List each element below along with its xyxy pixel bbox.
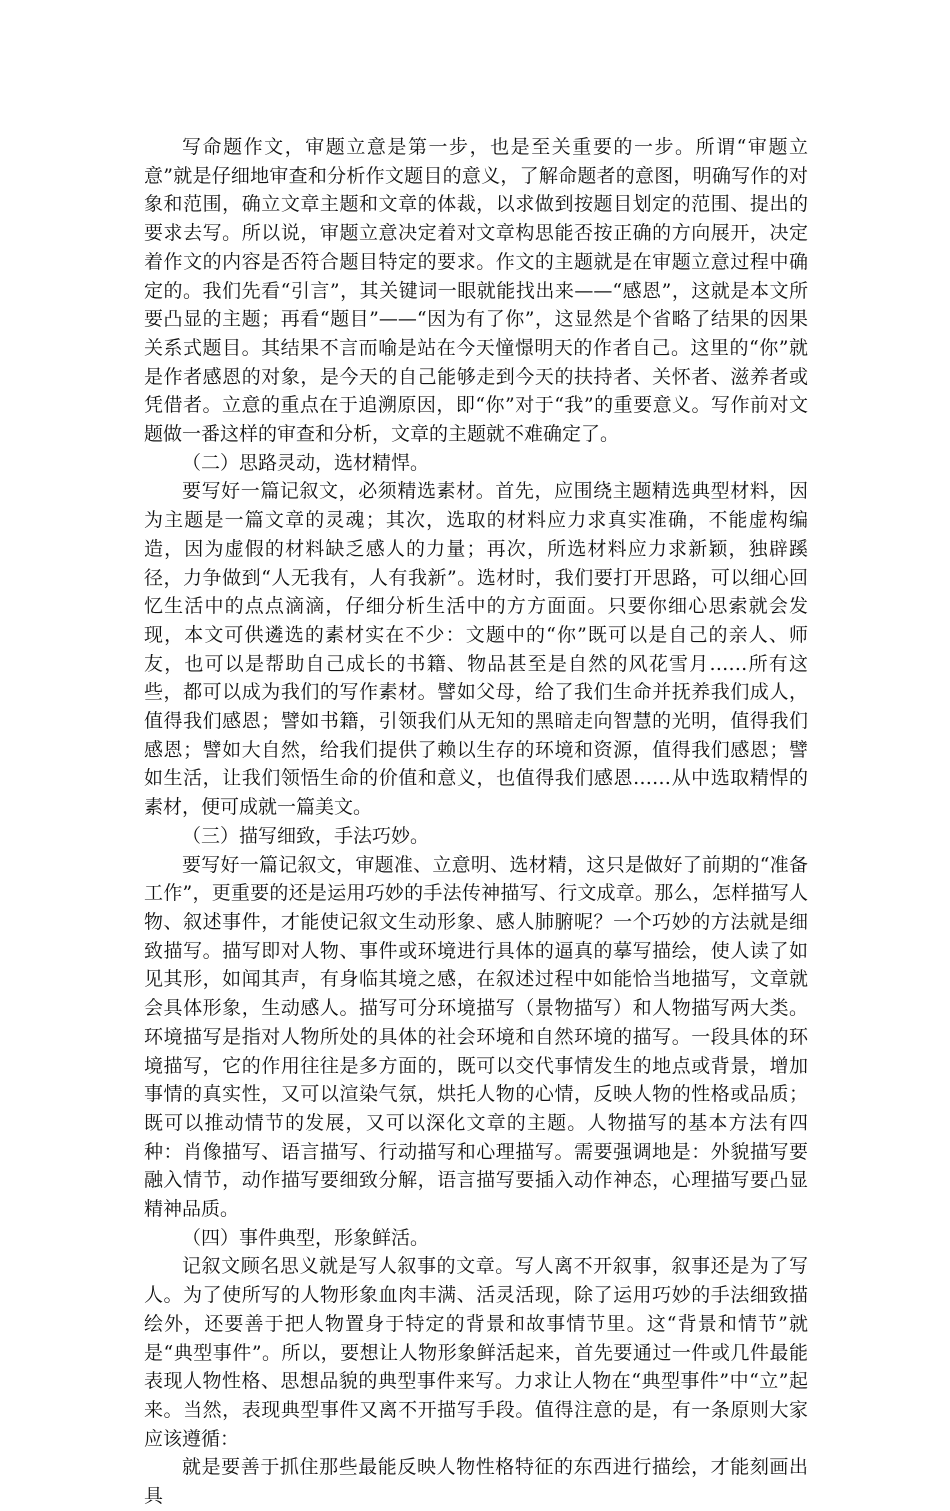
document-page — [144, 133, 808, 1511]
paragraph-description: 要写好一篇记叙文，审题准、立意明、选材精，这只是做好了前期的“准备工作”，更重要的还是运用巧妙的手法传神描写、行文成章。那么，怎样描写人物、叙述事件，才能使记叙文生动形象、感人肺腑呢？一个巧妙的方法就是细致描写。描写即对人物、事件或环境进行具体的逼真的摹写描绘，使人读了如见其形，如闻其声，有身临其境之感，在叙述过程中如能恰当地描写，文章就会具体形象，生动感人。描写可分环境描写（景物描写）和人物描写两大类。环境描写是指对人物所处的具体的社会环境和自然环境的描写。一段具体的环境描写，它的作用往往是多方面的，既可以交代事情发生的地点或背景，增加事情的真实性，又可以渲染气氛，烘托人物的心情，反映人物的性格或品质；既可以推动情节的发展，又可以深化文章的主题。人物描写的基本方法有四种：肖像描写、语言描写、行动描写和心理描写。需要强调地是：外貌描写要融入情节，动作描写要细致分解，语言描写要插入动作神态，心理描写要凸显精神品质。 — [144, 853, 808, 1221]
section-heading-2: （二）思路灵动，选材精悍。 — [182, 451, 430, 474]
paragraph-material-selection: 要写好一篇记叙文，必须精选素材。首先，应围绕主题精选典型材料，因为主题是一篇文章的灵魂；其次，选取的材料应力求真实准确，不能虚构编造，因为虚假的材料缺乏感人的力量；再次，所选材料应力求新颖，独辟蹊径，力争做到“人无我有，人有我新”。选材时，我们要打开思路，可以细心回忆生活中的点点滴滴，仔细分析生活中的方方面面。只要你细心思索就会发现，本文可供遴选的素材实在不少：文题中的“你”既可以是自己的亲人、师友，也可以是帮助自己成长的书籍、物品甚至是自然的风花雪月……所有这些，都可以成为我们的写作素材。譬如父母，给了我们生命并抚养我们成人，值得我们感恩；譬如书籍，引领我们从无知的黑暗走向智慧的光明，值得我们感恩；譬如大自然，给我们提供了赖以生存的环境和资源，值得我们感恩；譬如生活，让我们领悟生命的价值和意义，也值得我们感恩……从中选取精悍的素材，便可成就一篇美文。 — [144, 480, 808, 819]
section-heading-3: （三）描写细致，手法巧妙。 — [182, 824, 430, 847]
paragraph-typical-events: 记叙文顾名思义就是写人叙事的文章。写人离不开叙事，叙事还是为了写人。为了使所写的人物形象血肉丰满、活灵活现，除了运用巧妙的手法细致描绘外，还要善于把人物置身于特定的背景和故事情节里。这“背景和情节”就是“典型事件”。所以，要想让人物形象鲜活起来，首先要通过一件或几件最能表现人物性格、思想品貌的典型事件来写。力求让人物在“典型事件”中“立”起来。当然，表现典型事件又离不开描写手段。值得注意的是，有一条原则大家应该遵循： — [144, 1255, 808, 1450]
paragraph-character-features: 就是要善于抓住那些最能反映人物性格特征的东西进行描绘，才能刻画出具 — [144, 1456, 808, 1508]
section-heading-4: （四）事件典型，形象鲜活。 — [182, 1226, 430, 1249]
paragraph-topic-intent: 写命题作文，审题立意是第一步，也是至关重要的一步。所谓“审题立意”就是仔细地审查和分析作文题目的意义，了解命题者的意图，明确写作的对象和范围，确立文章主题和文章的体裁，以求做到按题目划定的范围、提出的要求去写。所以说，审题立意决定着对文章构思能否按正确的方向展开，决定着作文的内容是否符合题目特定的要求。作文的主题就是在审题立意过程中确定的。我们先看“引言”，其关键词一眼就能找出来——“感恩”，这就是本文所要凸显的主题；再看“题目”——“因为有了你”，这显然是个省略了结果的因果关系式题目。其结果不言而喻是站在今天憧憬明天的作者自己。这里的“你”就是作者感恩的对象，是今天的自己能够走到今天的扶持者、关怀者、滋养者或凭借者。立意的重点在于追溯原因，即“你”对于“我”的重要意义。写作前对文题做一番这样的审查和分析，文章的主题就不难确定了。 — [144, 136, 808, 446]
